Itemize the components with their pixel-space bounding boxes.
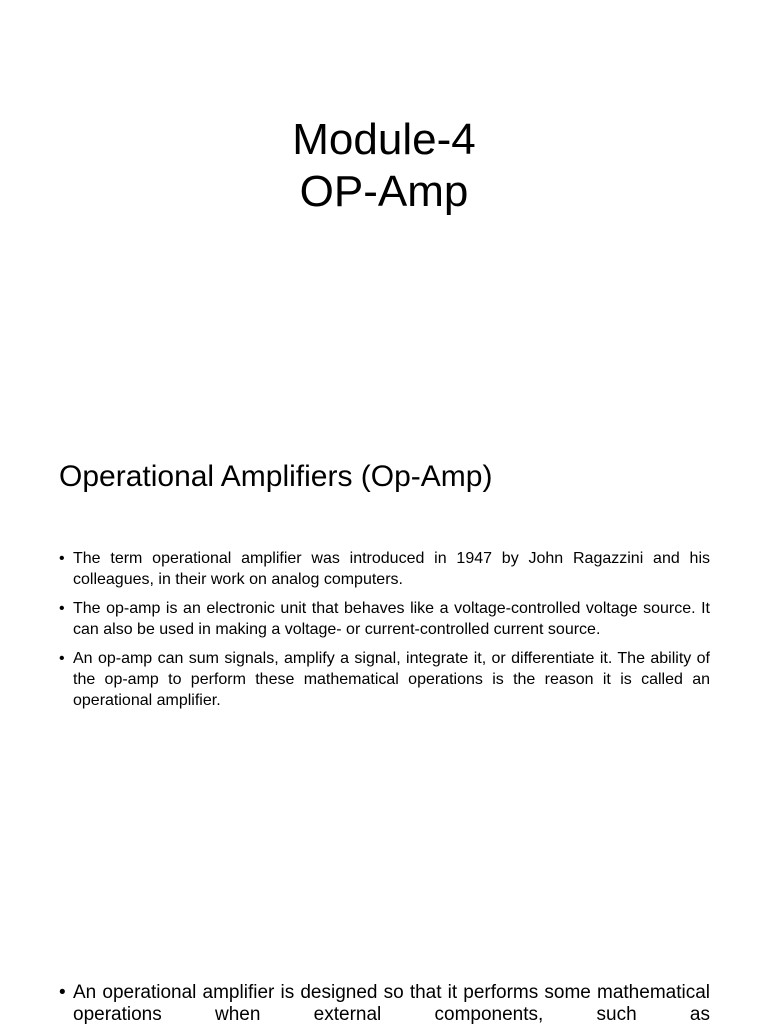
bullet-item	[59, 548, 710, 590]
bullet-list	[59, 982, 710, 1024]
bullet-item	[59, 598, 710, 640]
bullet-text: The op-amp is an electronic unit that behaves like a voltage-controlled voltage source. It can also be used in making a voltage- or current-controlled current source.	[73, 600, 710, 638]
bullet-text: An op-amp can sum signals, amplify a signal, integrate it, or differentiate it. The ability of the op-amp to perform these mathematical operations is the reason it is called an operational amplifier.	[73, 650, 710, 709]
bullet-text: An operational amplifier is designed so that it performs some mathematical operations when external components, such as	[73, 982, 710, 1024]
title-slide	[0, 0, 768, 290]
bullet-glyph: •	[59, 982, 66, 1003]
slide-title-line-1: Module-4	[292, 115, 476, 164]
bullet-glyph: •	[59, 650, 65, 667]
slide-title-line-2: OP-Amp	[299, 167, 469, 216]
bullet-item	[59, 982, 710, 1024]
bullet-text: The term operational amplifier was introduced in 1947 by John Ragazzini and his colleagues, in their work on analog computers.	[73, 550, 710, 588]
bullet-item	[59, 648, 710, 711]
content-slide-op-amp-intro	[0, 430, 768, 780]
bullet-list	[59, 548, 710, 719]
bullet-glyph: •	[59, 600, 65, 617]
bullet-glyph: •	[59, 550, 65, 567]
slide-heading: Operational Amplifiers (Op-Amp)	[59, 460, 493, 493]
content-slide-partial	[0, 975, 768, 1024]
